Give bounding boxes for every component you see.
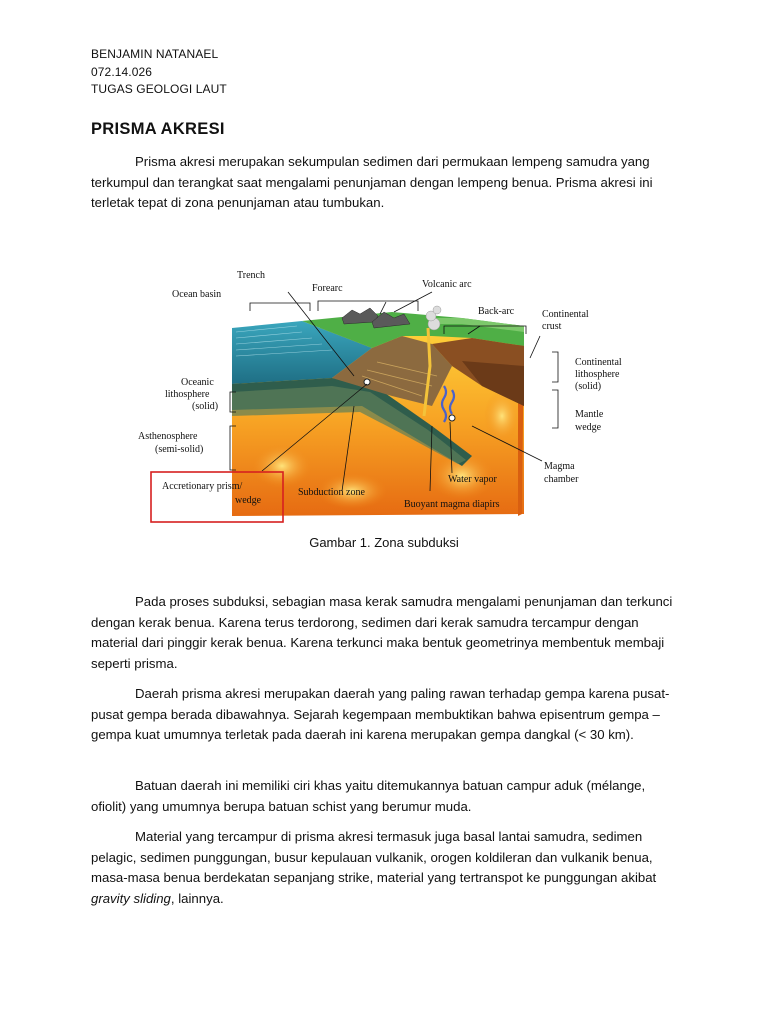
label-continental-lithosphere: Continental	[575, 357, 622, 368]
label-continental-crust: Continental	[542, 309, 589, 320]
label-oceanic-lithosphere: Oceanic	[181, 377, 214, 388]
course-title: TUGAS GEOLOGI LAUT	[91, 82, 227, 96]
label-subduction-zone: Subduction zone	[298, 487, 365, 498]
author-name: BENJAMIN NATANAEL	[91, 47, 219, 61]
svg-text:crust: crust	[542, 321, 562, 332]
svg-text:lithosphere: lithosphere	[575, 369, 620, 380]
svg-text:(semi-solid): (semi-solid)	[155, 444, 204, 455]
svg-text:wedge: wedge	[235, 495, 262, 506]
label-buoyant-magma: Buoyant magma diapirs	[404, 499, 500, 510]
svg-text:wedge: wedge	[575, 422, 602, 433]
figure-caption: Gambar 1. Zona subduksi	[309, 535, 459, 550]
label-asthenosphere: Asthenosphere	[138, 431, 198, 442]
label-volcanic-arc: Volcanic arc	[422, 279, 472, 290]
label-forearc: Forearc	[312, 283, 343, 294]
label-trench: Trench	[237, 270, 265, 281]
intro-paragraph: Prisma akresi merupakan sekumpulan sedimen dari permukaan lempeng samudra yang terkumpul dan terangkat saat mengalami penunjaman dengan lempeng benua. Prisma akresi ini terletak tepat di zona penunjaman atau tumbukan.	[91, 154, 653, 211]
svg-text:(solid): (solid)	[575, 381, 602, 392]
paragraph-subduction: Pada proses subduksi, sebagian masa kerak samudra mengalami penunjaman dan terkunci dengan kerak benua. Karena terus terdorong, sedimen dari kerak samudra tercampur dengan material dari pinggir kerak benua. Karena terkunci maka bentuk geometrinya membentuk membaji seperti prisma.	[91, 594, 673, 671]
paragraph-rocks: Batuan daerah ini memiliki ciri khas yaitu ditemukannya batuan campur aduk (mélange, ofiolit) yang umumnya berupa batuan schist yang berumur muda.	[91, 778, 646, 814]
svg-text:chamber: chamber	[544, 474, 579, 485]
label-ocean-basin: Ocean basin	[172, 289, 222, 300]
gravity-sliding-term: gravity sliding	[91, 890, 171, 906]
subduction-zone-diagram	[132, 266, 636, 524]
svg-text:lithosphere: lithosphere	[165, 389, 210, 400]
page-title: PRISMA AKRESI	[91, 120, 225, 138]
label-back-arc: Back-arc	[478, 306, 515, 317]
label-magma-chamber: Magma	[544, 461, 575, 472]
label-accretionary-prism: Accretionary prism/	[162, 481, 243, 492]
paragraph-materials: Material yang tercampur di prisma akresi termasuk juga basal lantai samudra, sedimen pelagic, sedimen punggungan, busur kepulauan vulkanik, orogen koldileran dan vulkanik benua, masa-masa benua berdekatan sepanjang strike, material yang tertranspot ke punggungan akibat gravity sliding, lainnya.	[91, 829, 657, 906]
label-water-vapor: Water vapor	[448, 474, 497, 485]
author-header	[91, 46, 227, 99]
label-mantle-wedge: Mantle	[575, 409, 604, 420]
paragraph-earthquake: Daerah prisma akresi merupakan daerah yang paling rawan terhadap gempa karena pusat-pusat gempa berada dibawahnya. Sejarah kegempaan membuktikan bahwa episentrum gempa –gempa kuat umumnya terletak pada daerah ini karena merupakan gempa dangkal (< 30 km).	[91, 686, 670, 743]
svg-text:(solid): (solid)	[192, 401, 219, 412]
student-id: 072.14.026	[91, 64, 153, 79]
